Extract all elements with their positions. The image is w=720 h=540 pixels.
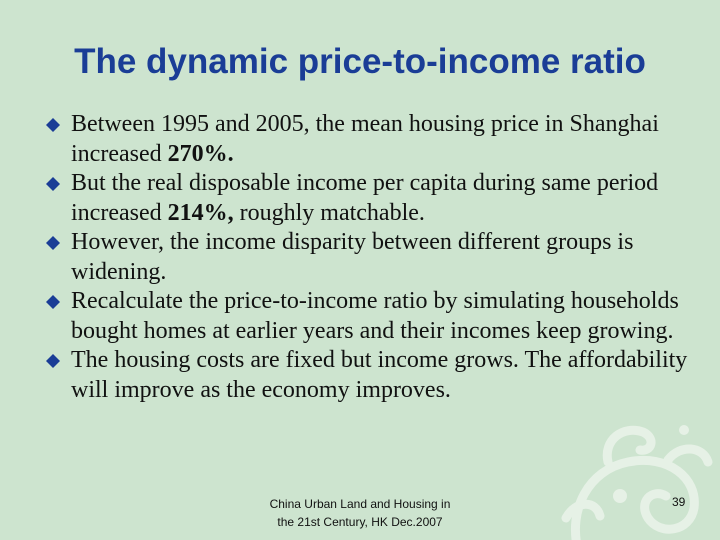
footer-line: the 21st Century, HK Dec.2007 xyxy=(277,515,443,529)
diamond-bullet-icon xyxy=(46,354,60,368)
slide-title: The dynamic price-to-income ratio xyxy=(74,42,646,81)
swirl-ornament-icon xyxy=(548,400,720,540)
footer-text xyxy=(230,495,490,531)
bullet-list xyxy=(46,110,706,405)
diamond-bullet-icon xyxy=(46,118,60,132)
bullet-text: Recalculate the price-to-income ratio by simulating households bought homes at earlier years and their incomes keep growing. xyxy=(71,288,679,344)
diamond-bullet-icon xyxy=(46,236,60,250)
bullet-text: But the real disposable income per capita during same period increased xyxy=(71,170,659,226)
diamond-bullet-icon xyxy=(46,177,60,191)
bullet-text: However, the income disparity between different groups is widening. xyxy=(71,229,634,285)
bullet-item xyxy=(46,110,706,169)
bullet-item xyxy=(46,346,706,405)
bullet-item xyxy=(46,228,706,287)
bullet-item xyxy=(46,287,706,346)
diamond-bullet-icon xyxy=(46,295,60,309)
page-number: 39 xyxy=(672,495,686,509)
bullet-emphasis: 214%, xyxy=(167,199,234,226)
bullet-text-tail: roughly matchable. xyxy=(233,199,425,226)
bullet-item xyxy=(46,169,706,228)
footer-line: China Urban Land and Housing in xyxy=(269,497,451,511)
bullet-emphasis: 270%. xyxy=(167,140,234,167)
bullet-text: Between 1995 and 2005, the mean housing price in Shanghai increased xyxy=(71,111,659,167)
bullet-text: The housing costs are fixed but income grows. The affordability will improve as the economy improves. xyxy=(71,347,688,403)
